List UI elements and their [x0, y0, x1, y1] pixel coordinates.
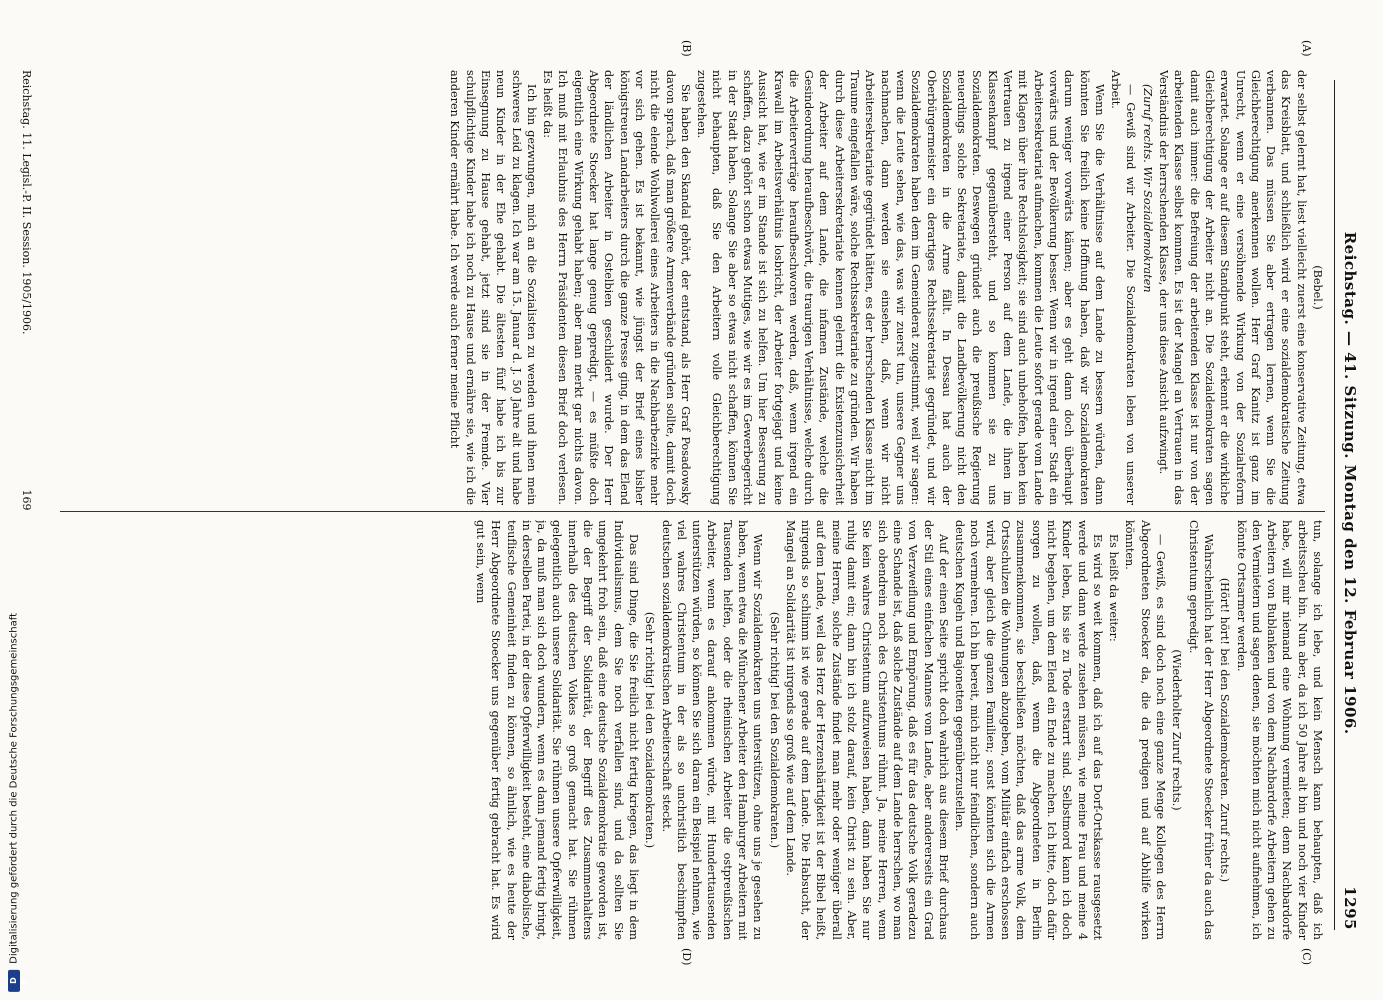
dfg-logo-icon: D F: [8, 970, 20, 992]
right-column: [60, 520, 1325, 940]
left-column: [60, 70, 1325, 505]
paragraph: — Gewiß sind wir Arbeiter. Die Sozialdemokraten leben von unserer Arbeit.: [1109, 70, 1138, 505]
header-page-number: 1295: [1341, 886, 1359, 930]
paragraph: Sie haben den Skandal gehört, der entstand, als Herr Graf Posadowsky davon sprach, daß man größere Armenverbände gründen sollte, damit doch nicht die elende Wohlwollerei eines Arbeiters in die Nachbarbezirke mehr vor sich gehen. Es ist bekannt, wie jüngst der Brief eines bisher königstreuen Landarbeiters durch die ganze Presse ging, in dem das Elend der ländlichen Arbeiter in Ostelbien geschildert wurde. Der Herr Abgeordnete Stoecker hat lange genug gepredigt, — es müßte doch eigentlich eine Wirkung gehabt haben; aber man merkt gar nichts davon. Ich muß mit Erlaubnis des Herrn Präsidenten diesen Brief doch verlesen. Es heißt da:: [541, 70, 692, 505]
column-divider: [60, 511, 1325, 512]
margin-letter-a: (A): [1300, 40, 1313, 57]
quoted-letter: Es wird so weit kommen, daß ich auf das Dorf-Ortskasse rausgesetzt werde und dann werde zusehen müssen, wie meine Frau und meine 4 Kinder leben, bis sie zu Tode erstarrt sind. Selbstmord kann ich doch nicht begehen, um dem Elend ein Ende zu machen. Ich bitte, doch dafür sorgen zu wollen, daß, wenn die Abgeordneten in Berlin zusammenkommen, sie beschließen möchten, daß das arme Volk, dem Ortsschulzen die Wohnungen abzugeben, vom Militär einfach erschossen wird, aber gleich die ganzen Familien; sonst könnten sich die Armen noch vermehren. Ich bin bereit, mich nicht nur feindlichen, sondern auch deutschen Kugeln und Bajonetten gegenüberzustellen.: [953, 520, 1104, 940]
interjection: (Wiederholter Zuruf rechts.): [1170, 649, 1184, 811]
paragraph: der selbst gelernt hat, liest vielleicht zuerst eine konservative Zeitung, etwa das Kreisblatt, und schließlich wird er eine sozialdemokratische Zeitung verbannen. Das müssen Sie aber ertragen lernen, wenn Sie die Gleichberechtigung anerkennen wollen. Herr Graf Kanitz ist ganz im Unrecht, wenn er eine versöhnende Wirkung von der Sozialreform erwartet. Solange er auf diesem Standpunkt steht, erkennt er die wirkliche Gleichberechtigung der Arbeiter nicht an. Die Sozialdemokraten sagen damit auch immer: die Befreiung der arbeitenden Klasse ist nur von der arbeitenden Klasse selbst kommen. Es ist der Mangel an Vertrauen in das Verständnis der herrschenden Klasse, der uns diese Ansicht aufzwingt.: [1157, 70, 1308, 505]
interjection: (Zuruf rechts. Wir Sozialdemokraten: [1140, 84, 1154, 293]
interjection: (Sehr richtig! bei den Sozialdemokraten.): [643, 611, 657, 849]
paragraph: Auf der einen Seite spricht doch wahrlich aus diesem Brief durchaus der Stil eines einfachen Mannes vom Lande, aber andererseits ein Grad von Verzweiflung und Empörung, daß es für das deutsche Volk geradezu eine Schande ist, daß solche Zustände auf dem Lande herrschen, wo man sich obendrein noch des Christentums rühmt. Ja, meine Herren, wenn Sie kein wahres Christentum aufzuweisen haben, dann haben Sie nur ruhig damit ein; dann bin ich stolz darauf, kein Christ zu sein. Aber, meine Herren, solche Zustände findet man mehr oder weniger überall auf dem Lande, weil das Herz der Herzenshärtigkeit ist der Bibel heißt, nirgends so schlimm ist wie gerade auf dem Lande. Die Habsucht, der Mangel an Solidarität ist nirgends so groß wie auf dem Lande.: [783, 520, 950, 940]
margin-letter-d: (D): [680, 948, 693, 966]
paragraph: Wenn wir Sozialdemokraten uns unterstützen, ohne uns je gesehen zu haben, wenn etwa die Münchener Arbeiter den Hamburger Arbeitern mit Tausenden helfen, oder die rheinischen Arbeiter die ostpreußischen Arbeiter, wenn es darauf ankommen würde, mit Hunderttausenden unterstützen würden, so können Sie sich daran ein Beispiel nehmen, wie viel wahres Christentum in der als so unchristlich beschimpften deutschen sozialdemokratischen Arbeiterschaft steckt.: [659, 520, 765, 940]
dfg-credit: [8, 613, 29, 992]
header-title: Reichstag. — 41. Sitzung. Montag den 12. Februar 1906.: [1341, 231, 1359, 735]
speaker-label: (Bebel.): [1311, 265, 1324, 310]
credit-text: Digitalisierung gefördert durch die Deutsche Forschungsgemeinschaft: [8, 613, 20, 964]
paragraph: Wahrscheinlich hat der Herr Abgeordnete Stoecker früher da auch das Christentum gepredigt.: [1186, 520, 1215, 940]
quoted-letter: Ich bin gezwungen, mich an die Sozialisten zu wenden und ihnen mein schweres Leid zu klagen. Ich war am 15. Januar d. J. 50 Jahre alt und habe neun Kinder in der Ehe gehabt. Die ältesten fünf habe ich bis zur Einsegnung zu Hause gehabt, jetzt sind sie in der Fremde. Vier schulpflichtige Kinder habe ich noch zu Hause und ernähre sie, wie ich die anderen Kinder ernährt habe. Ich werde auch ferner meine Pflicht: [448, 70, 538, 505]
paragraph: Es heißt da weiter:: [1107, 534, 1121, 642]
margin-letter-c: (C): [1300, 948, 1313, 965]
margin-letter-b: (B): [680, 40, 693, 57]
paragraph: — Gewiß, es sind doch noch eine ganze Menge Kollegen des Herrn Abgeordneten Stoecker da, die da predigen und auf Abhilfe wirken könnten.: [1123, 520, 1168, 940]
page-header: [1334, 80, 1365, 930]
interjection: (Sehr richtig! bei den Sozialdemokraten.): [767, 611, 781, 849]
paragraph: Das sind Dinge, die Sie freilich nicht fertig kriegen, das liegt in dem Individualismus, dem Sie noch verfallen sind, und da sollten Sie umgekehrt froh sein, daß eine deutsche Sozialdemokratie geworden ist, die der Begriff der Solidarität, der Begriff des Zusammenhaltens innerhalb des deutschen Volkes so groß gemacht hat. Sie rühmen gelegentlich auch unsere Solidarität. Sie rühmen unsere Opferwilligkeit, ja, da muß man sich doch wundern, wenn es dann jemand fertig bringt, in derselben Partei, in der diese Opferwilligkeit besteht, eine diabolische, teuflische Gemeinheit finden zu können, so ähnlich, wie es heute der Herr Abgeordnete Stoecker uns gegenüber fertig gebracht hat. Es wird gut sein, wenn: [473, 520, 640, 940]
interjection: (Hört! hört! bei den Sozialdemokraten. Zuruf rechts.): [1218, 577, 1232, 883]
footer-page-number: 169: [20, 489, 34, 511]
footer-session: Reichstag. 11. Legisl.-P. II. Session. 1905/1906.: [20, 70, 34, 335]
paragraph: Wenn Sie die Verhältnisse auf dem Lande zu bessern würden, dann könnten Sie freilich keine Hoffnung haben, daß wir Sozialdemokraten darum weniger vorwärts kämen; aber es geht dann doch überhaupt vorwärts und der Bevölkerung besser. Wenn wir in irgend einer Stadt ein Arbeitersekretariat aufmachen, kommen die Leute sofort gerade vom Lande mit Klagen über ihre Rechtslosigkeit; sie sind auch unbeholfen, haben kein Vertrauen zu irgend einer Person auf dem Lande, die ihnen im Klassenkampf gegenübersteht, und so kommen sie zu uns Sozialdemokraten. Deswegen gründet auch die preußische Regierung neuerdings solche Sekretariate, damit die Landbevölkerung nicht den Sozialdemokraten in die Arme fällt. In Dessau hat auch der Oberbürgermeister ein derartiges Rechtssekretariat gegründet, und wir Sozialdemokraten haben dem im Gemeinderat zugestimmt, weil wir sagen: wenn die Leute sehen, wie das, was wir zuerst tun, unsere Gegner uns nachmachen, dann werden sie einsehen, daß, wenn wir nicht Arbeitersekretariate gegründet hätten, es der herrschenden Klasse nicht im Traume eingefallen wäre, solche Rechtssekretariate zu gründen. Wir haben durch diese Arbeitersekretariate kennen gelernt die Existenzunsicherheit der Arbeiter auf dem Lande, die infamen Zustände, welche die Gesindeordnung heraufbeschwört, die traurigen Verhältnisse, welche durch die Arbeiterverträge heraufbeschworen werden, daß, wenn irgend ein Krawall im Arbeitsverhältnis losbricht, der Arbeiter fortgejagt und keine Aussicht hat, wie er im Stande ist sich zu helfen. Um hier Besserung zu schaffen, dazu gehört schon etwas Mutiges, wie wir es im Gewerbegericht in der Stadt haben. Solange Sie aber so etwas nicht schaffen, können Sie nicht behaupten, daß Sie den Arbeitern volle Gleichberechtigung zugestehen.: [695, 70, 1106, 505]
quoted-letter: tun, solange ich lebe, und kein Mensch kann behaupten, daß ich arbeitsscheu bin. Nun aber, da ich 50 Jahre alt bin und noch vier Kinder habe, will mir niemand eine Wohnung vermieten; denn Nachbardorfe Arbeitern von Bublanken und von dem Nachbardorfe Arbeitern gehen zu den Vermietern und sagen denen, sie möchten mich nicht aufnehmen, ich könnte Ortsarmer werden.: [1234, 520, 1324, 940]
